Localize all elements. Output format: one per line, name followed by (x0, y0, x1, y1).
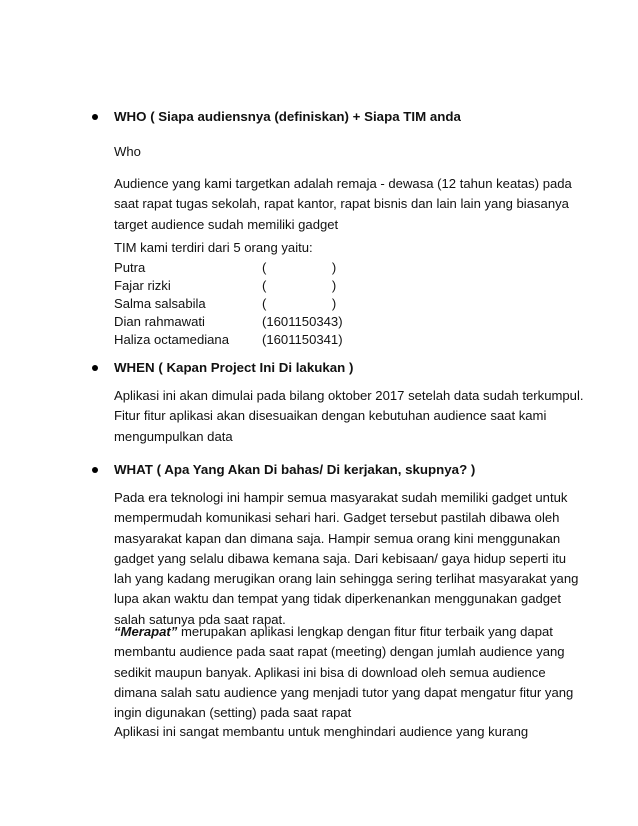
what-line: salah satunya pda saat rapat. (114, 611, 286, 627)
when-heading: WHEN ( Kapan Project Ini Di lakukan ) (114, 360, 354, 375)
what-line: mempermudah komunikasi sehari hari. Gadget tersebut pastilah dibawa oleh (114, 510, 560, 526)
bullet-icon (92, 467, 98, 473)
bullet-icon (92, 365, 98, 371)
what-line: gadget yang selalu dibawa kemana saja. Dari kebisaan/ gaya hidup seperti itu (114, 550, 567, 566)
audience-line: target audience sudah memiliki gadget (114, 216, 339, 232)
team-member-id: ( ) (262, 296, 337, 311)
what-paragraph-2 (114, 622, 574, 723)
what-line: lupa akan waktu dan tempat yang tidak diperkenankan menggunakan gadget (114, 591, 561, 607)
audience-line: Audience yang kami targetkan adalah remaja - dewasa (12 tahun keatas) pada (114, 176, 572, 191)
what-line: ingin digunakan (setting) pada saat rapat (114, 705, 352, 721)
team-member-id: ( ) (262, 278, 337, 293)
what-line: Aplikasi ini sangat membantu untuk menghindari audience yang kurang (114, 724, 529, 739)
bullet-icon (92, 114, 98, 120)
audience-paragraph (114, 174, 572, 235)
team-member-name: Salma salsabila (114, 296, 206, 311)
team-member-name: Dian rahmawati (114, 314, 205, 329)
what-heading: WHAT ( Apa Yang Akan Di bahas/ Di kerjakan, skupnya? ) (114, 462, 476, 477)
team-member-name: Putra (114, 260, 146, 275)
when-line: Aplikasi ini akan dimulai pada bilang oktober 2017 setelah data sudah terkumpul. (114, 388, 584, 403)
app-description-start: merupakan aplikasi lengkap dengan fitur fitur terbaik yang dapat (177, 624, 553, 639)
what-line (114, 622, 566, 642)
when-paragraph (114, 386, 584, 447)
team-member-id: (1601150343) (262, 314, 343, 329)
app-name: “Merapat” (114, 624, 178, 639)
team-member-name: Fajar rizki (114, 278, 171, 293)
who-heading: WHO ( Siapa audiensnya (definiskan) + Siapa TIM anda (114, 109, 461, 124)
what-paragraph-1 (114, 488, 579, 630)
audience-line: saat rapat tugas sekolah, rapat kantor, rapat bisnis dan lain lain yang biasanya (114, 196, 569, 212)
team-intro: TIM kami terdiri dari 5 orang yaitu: (114, 240, 313, 255)
what-line: Pada era teknologi ini hampir semua masyarakat sudah memiliki gadget untuk (114, 490, 568, 505)
what-paragraph-3 (114, 722, 566, 742)
what-line: membantu audience pada saat rapat (meeting) dengan jumlah audience yang (114, 644, 565, 660)
when-line: mengumpulkan data (114, 428, 233, 444)
what-line: sedikit maupun banyak. Aplikasi ini bisa di download oleh semua audience (114, 664, 546, 680)
who-subheading: Who (114, 144, 141, 159)
what-line: masyarakat kapan dan dimana saja. Hampir semua orang kini menggunakan (114, 530, 561, 546)
team-member-id: (1601150341) (262, 332, 343, 347)
team-member-name: Haliza octamediana (114, 332, 229, 347)
team-member-id: ( ) (262, 260, 337, 275)
what-line: lah yang kadang merugikan orang lain sehingga sering terlihat masyarakat yang (114, 571, 579, 587)
what-line: dimana salah satu audience yang menjadi tutor yang dapat mengatur fitur yang (114, 684, 574, 700)
when-line: Fitur fitur aplikasi akan disesuaikan dengan kebutuhan audience saat kami (114, 408, 547, 424)
